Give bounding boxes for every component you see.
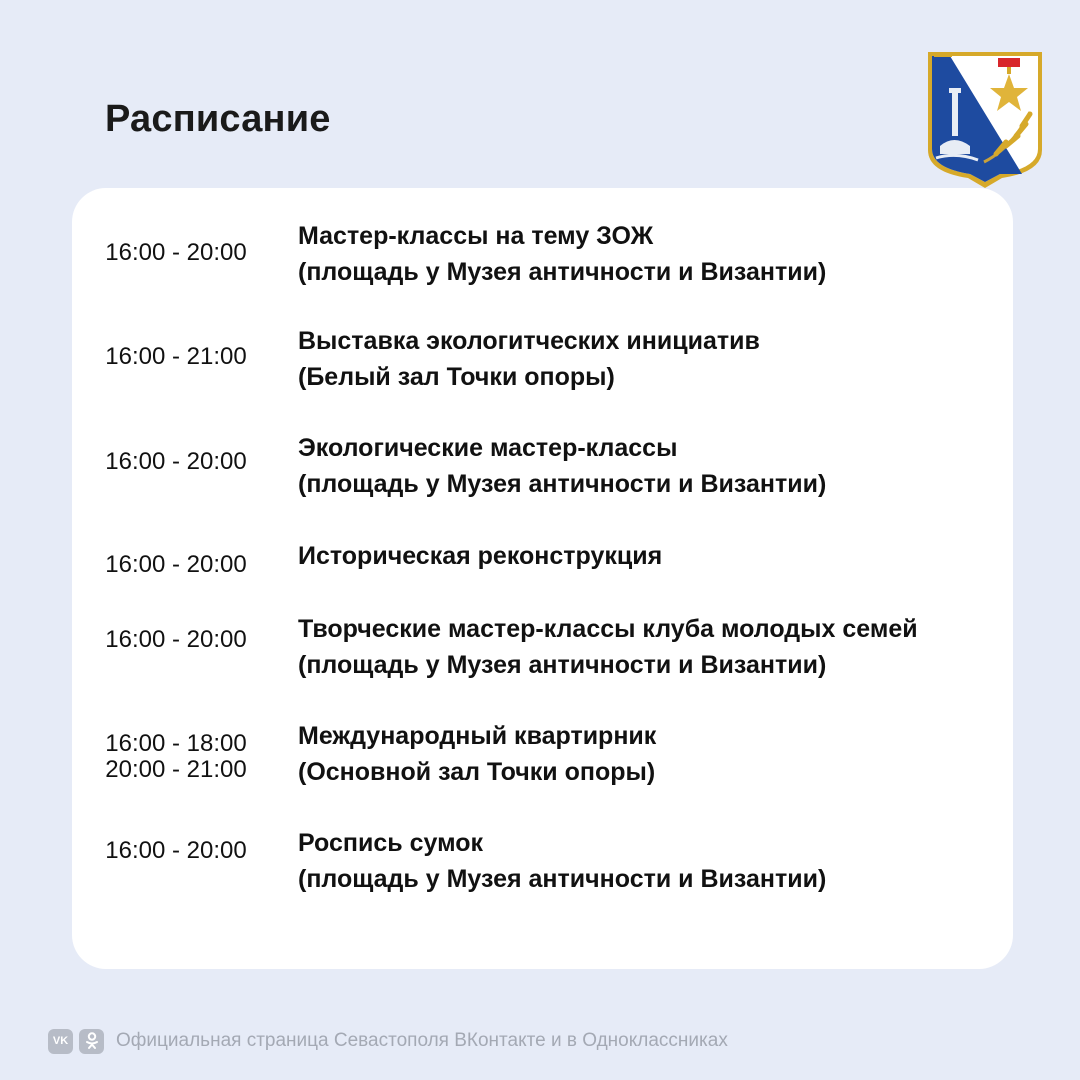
sevastopol-coat-of-arms-icon [926,50,1044,190]
event [298,718,998,790]
time-range [80,449,272,475]
time-line: 16:00 - 20:00 [105,448,247,475]
time-range [80,731,272,783]
event-title: Экологические мастер-классы [298,434,678,462]
time-range [80,627,272,653]
event-location: (площадь у Музея античности и Византии) [298,470,827,498]
event-location: (Белый зал Точки опоры) [298,363,615,391]
time-range [80,240,272,266]
event [298,430,998,502]
event-title: Мастер-классы на тему ЗОЖ [298,222,654,250]
event [298,611,998,683]
event-title: Роспись сумок [298,829,484,857]
time-line: 16:00 - 20:00 [105,837,247,864]
event-location: (площадь у Музея античности и Византии) [298,651,827,679]
event-title: Международный квартирник [298,722,657,750]
event-title: Историческая реконструкция [298,542,663,570]
time-line: 20:00 - 21:00 [105,756,247,783]
time-line: 16:00 - 20:00 [105,239,247,266]
time-range [80,552,272,578]
event-location: (Основной зал Точки опоры) [298,758,656,786]
event [298,323,998,395]
footer [48,1028,728,1054]
schedule-card [72,188,1013,969]
time-range [80,344,272,370]
event [298,825,998,897]
time-range [80,838,272,864]
event-title: Творческие мастер-классы клуба молодых семей [298,615,918,643]
time-line: 16:00 - 18:00 [105,730,247,757]
time-line: 16:00 - 21:00 [105,343,247,370]
footer-text: Официальная страница Севастополя ВКонтакте и в Одноклассниках [116,1030,728,1051]
event [298,538,998,574]
vk-icon[interactable]: VK [48,1029,73,1054]
event-location: (площадь у Музея античности и Византии) [298,258,827,286]
time-line: 16:00 - 20:00 [105,551,247,578]
time-line: 16:00 - 20:00 [105,626,247,653]
odnoklassniki-icon[interactable] [79,1029,104,1054]
event-location: (площадь у Музея античности и Византии) [298,865,827,893]
event-title: Выставка экологитческих инициатив [298,327,760,355]
event [298,218,998,290]
page-title: Расписание [105,98,331,140]
